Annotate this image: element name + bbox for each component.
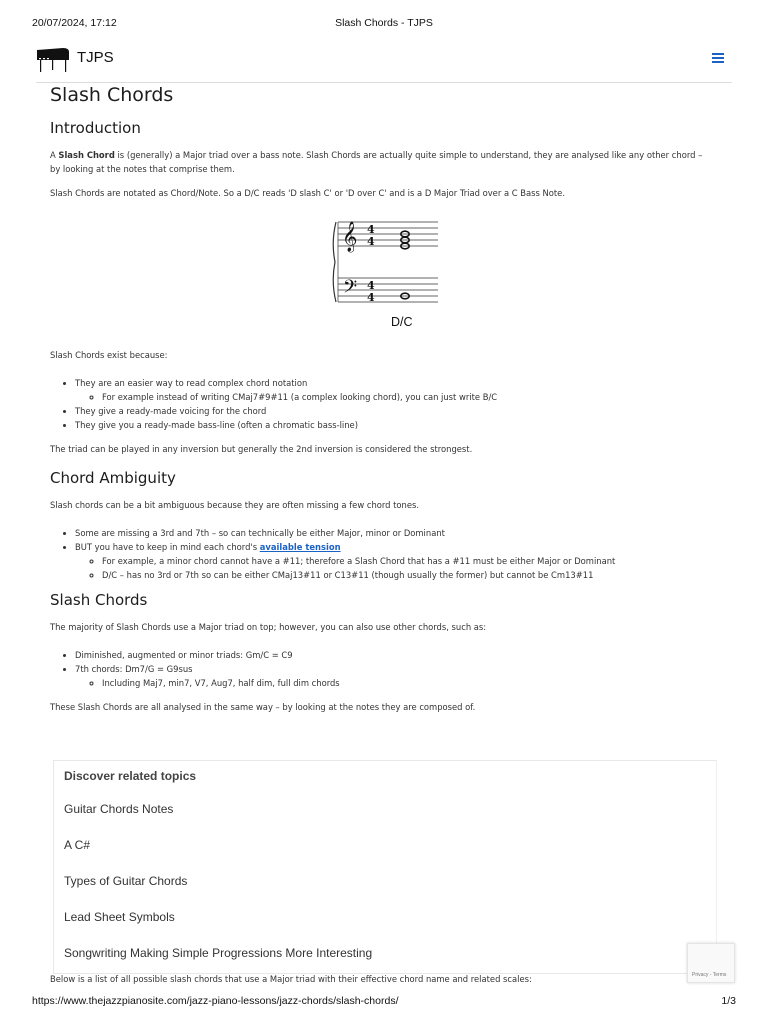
list-item-text: 7th chords: Dm7/G = G9sus <box>75 664 193 674</box>
list-item <box>102 554 710 568</box>
list-item <box>75 418 710 432</box>
ambiguity-list <box>50 526 710 582</box>
list-item <box>102 568 710 582</box>
related-topic-link[interactable]: Guitar Chords Notes <box>64 802 174 816</box>
reasons-list <box>50 376 710 432</box>
related-topic-link[interactable]: Lead Sheet Symbols <box>64 910 175 924</box>
grand-staff-image <box>330 212 442 312</box>
list-item-text: D/C – has no 3rd or 7th so can be either CMaj13#11 or C13#11 (though usually the former) but cannot be Cm13#11 <box>102 570 594 580</box>
list-item <box>75 526 710 540</box>
slash-closing: These Slash Chords are all analysed in the same way – by looking at the notes they are composed of. <box>50 702 476 712</box>
intro-text-cont: is (generally) a Major triad over a bass note. Slash Chords are actually quite simple to understand, they are analysed like any other chord – by looking at the notes that comprise them. <box>50 150 703 174</box>
list-item <box>102 676 710 690</box>
related-topic-link[interactable]: Types of Guitar Chords <box>64 874 188 888</box>
recaptcha-badge[interactable] <box>687 943 735 983</box>
slash-list <box>50 648 710 690</box>
article-content <box>50 84 710 714</box>
list-item-text: For example, a minor chord cannot have a #11; therefore a Slash Chord that has a #11 must be either Major or Dominant <box>102 556 616 566</box>
print-footer <box>32 995 736 1009</box>
triad-note: The triad can be played in any inversion but generally the 2nd inversion is considered the strongest. <box>50 444 473 454</box>
section-heading-ambiguity: Chord Ambiguity <box>50 469 176 487</box>
list-item-text: They give a ready-made voicing for the chord <box>75 406 267 416</box>
print-date: 20/07/2024, 17:12 <box>32 17 117 29</box>
notation-paragraph: Slash Chords are notated as Chord/Note. So a D/C reads 'D slash C' or 'D over C' and is a D Major Triad over a C Bass Note. <box>50 188 566 198</box>
print-page-number: 1/3 <box>721 995 736 1007</box>
print-url: https://www.thejazzpianosite.com/jazz-piano-lessons/jazz-chords/slash-chords/ <box>32 995 399 1007</box>
svg-text:4: 4 <box>367 223 375 236</box>
available-tension-link[interactable]: available tension <box>259 542 341 552</box>
list-item-text: BUT you have to keep in mind each chord's <box>75 542 260 552</box>
list-item-text: For example instead of writing CMaj7#9#11 (a complex looking chord), you can just write B/C <box>102 392 498 402</box>
list-item-text: Including Maj7, min7, V7, Aug7, half dim, full dim chords <box>102 678 340 688</box>
list-item <box>102 390 710 404</box>
page-title: Slash Chords <box>50 84 174 106</box>
svg-text:𝄞: 𝄞 <box>342 222 358 252</box>
intro-paragraph <box>50 148 710 176</box>
grand-piano-icon[interactable] <box>36 44 70 74</box>
intro-text: A <box>50 150 59 160</box>
list-item <box>75 648 710 662</box>
print-title: Slash Chords - TJPS <box>335 17 433 29</box>
slash-chords-list-intro: Below is a list of all possible slash chords that use a Major triad with their effective chord name and related scales: <box>50 974 532 984</box>
recaptcha-terms[interactable]: Privacy - Terms <box>692 972 727 978</box>
hamburger-menu-icon[interactable] <box>712 53 724 64</box>
music-score-figure <box>50 212 710 334</box>
svg-text:4: 4 <box>367 279 375 292</box>
ambiguity-lead: Slash chords can be a bit ambiguous because they are often missing a few chord tones. <box>50 500 420 510</box>
svg-text:𝄢: 𝄢 <box>343 277 358 302</box>
svg-text:4: 4 <box>367 235 375 248</box>
list-item <box>75 376 710 404</box>
site-header <box>36 40 732 83</box>
related-topics-box <box>53 760 717 974</box>
related-topic-link[interactable]: A C# <box>64 838 91 852</box>
site-brand[interactable]: TJPS <box>77 49 114 66</box>
list-item-text: They are an easier way to read complex chord notation <box>75 378 308 388</box>
related-topics-title: Discover related topics <box>64 769 197 783</box>
related-topic-link[interactable]: Songwriting Making Simple Progressions More Interesting <box>64 946 373 960</box>
section-heading-slash-chords: Slash Chords <box>50 591 148 609</box>
list-item-text: They give you a ready-made bass-line (often a chromatic bass-line) <box>75 420 358 430</box>
list-item <box>75 540 710 582</box>
list-item <box>75 404 710 418</box>
list-item-text: Some are missing a 3rd and 7th – so can technically be either Major, minor or Dominant <box>75 528 445 538</box>
list-item <box>75 662 710 690</box>
print-header <box>32 17 736 31</box>
slash-lead: The majority of Slash Chords use a Major triad on top; however, you can also use other chords, such as: <box>50 622 487 632</box>
intro-bold-term: Slash Chord <box>58 150 115 160</box>
exist-lead: Slash Chords exist because: <box>50 350 168 360</box>
section-heading-introduction: Introduction <box>50 119 141 137</box>
chord-symbol-label: D/C <box>391 315 413 329</box>
svg-text:4: 4 <box>367 291 375 304</box>
list-item-text: Diminished, augmented or minor triads: Gm/C = C9 <box>75 650 293 660</box>
